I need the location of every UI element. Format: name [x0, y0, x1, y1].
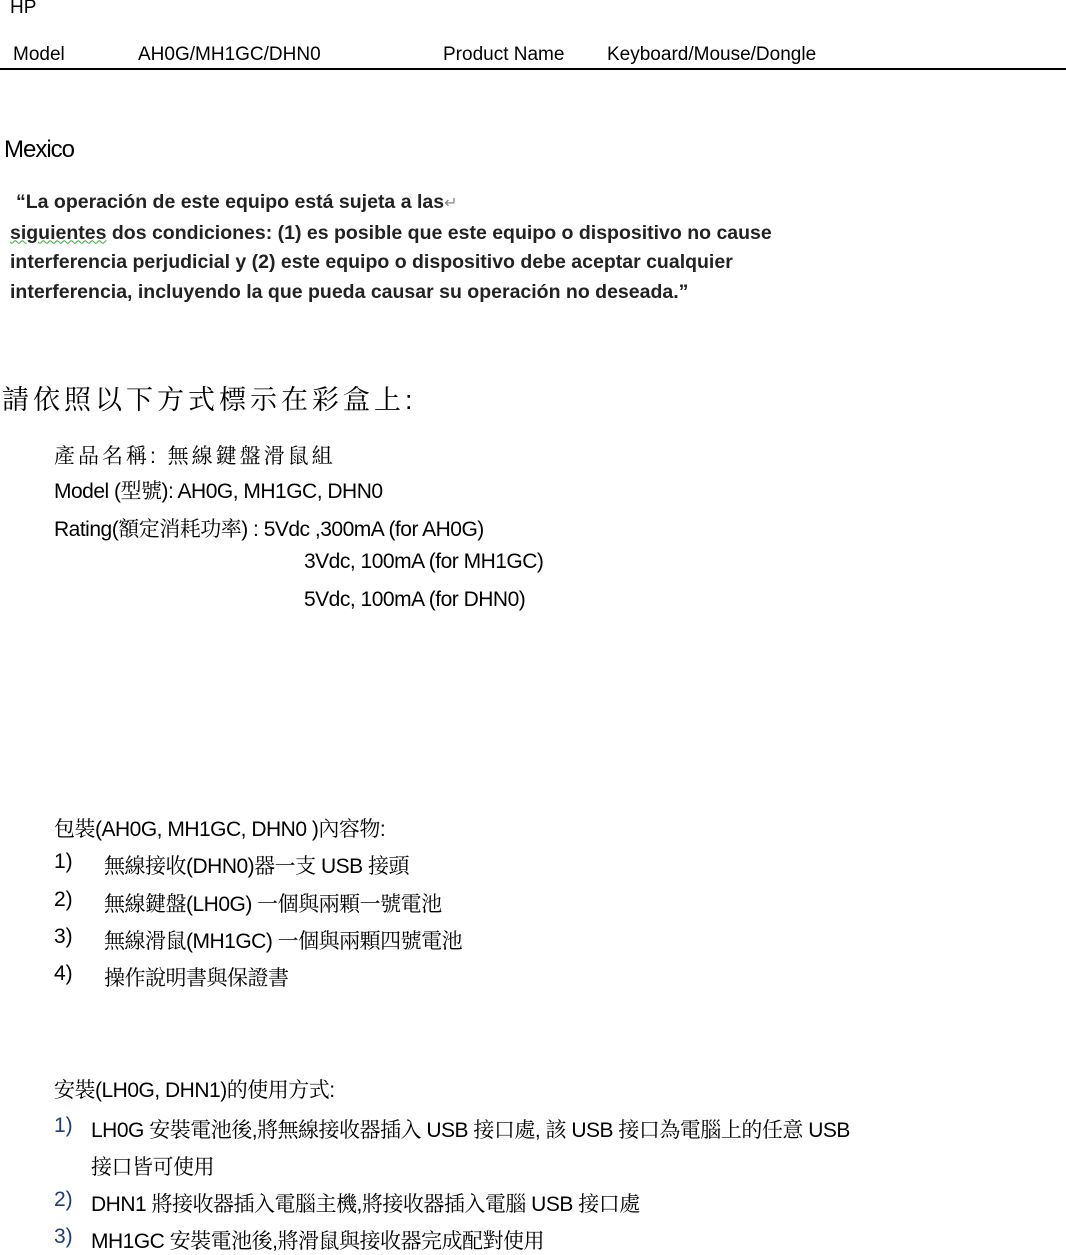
brand-label: HP — [10, 0, 37, 18]
list-number: 2) — [54, 888, 73, 911]
list-item: 操作說明書與保證書 — [104, 967, 289, 990]
quote-line: interferencia, incluyendo la que pueda causar su operación no deseada.” — [10, 280, 689, 303]
list-number: 4) — [54, 962, 73, 985]
model-label: Model — [13, 44, 65, 65]
mexico-heading: Mexico — [4, 136, 75, 163]
list-number: 3) — [54, 1225, 73, 1248]
product-name-value: Keyboard/Mouse/Dongle — [607, 44, 817, 65]
list-item-continuation: 接口皆可使用 — [91, 1156, 214, 1179]
package-contents-title: 包裝(AH0G, MH1GC, DHN0 )內容物: — [54, 818, 386, 841]
list-item: 無線接收(DHN0)器一支 USB 接頭 — [104, 855, 410, 878]
header-rule — [0, 68, 1066, 70]
rating-line: 3Vdc, 100mA (for MH1GC) — [304, 550, 544, 573]
product-name-label: Product Name — [443, 44, 565, 65]
list-item: 無線鍵盤(LH0G) 一個與兩顆一號電池 — [104, 893, 442, 916]
mexico-quote — [10, 188, 772, 307]
list-item: DHN1 將接收器插入電腦主機,將接收器插入電腦 USB 接口處 — [91, 1193, 640, 1216]
install-title: 安裝(LH0G, DHN1)的使用方式: — [54, 1079, 335, 1102]
rating-line: 5Vdc, 100mA (for DHN0) — [304, 588, 526, 611]
quote-line: siguientes dos condiciones: (1) es posible que este equipo o dispositivo no cause — [10, 221, 772, 244]
model-line: Model (型號): AH0G, MH1GC, DHN0 — [54, 480, 383, 503]
list-item: LH0G 安裝電池後,將無線接收器插入 USB 接口處, 該 USB 接口為電腦上的任意 USB — [91, 1119, 850, 1142]
label-instructions-title: 請依照以下方式標示在彩盒上: — [2, 385, 417, 415]
list-item: 無線滑鼠(MH1GC) 一個與兩顆四號電池 — [104, 930, 463, 953]
model-value: AH0G/MH1GC/DHN0 — [138, 44, 321, 65]
list-number: 1) — [54, 1114, 73, 1137]
product-name-line: 產品名稱: 無線鍵盤滑鼠組 — [54, 445, 336, 468]
quote-line: interferencia perjudicial y (2) este equipo o dispositivo debe aceptar cualquier — [10, 251, 733, 273]
list-number: 3) — [54, 925, 73, 948]
list-item: MH1GC 安裝電池後,將滑鼠與接收器完成配對使用 — [91, 1230, 545, 1253]
list-number: 1) — [54, 850, 73, 873]
quote-line: “La operación de este equipo está sujeta a las↵ — [16, 191, 458, 213]
list-number: 2) — [54, 1188, 73, 1211]
rating-line: Rating(額定消耗功率) : 5Vdc ,300mA (for AH0G) — [54, 518, 484, 541]
